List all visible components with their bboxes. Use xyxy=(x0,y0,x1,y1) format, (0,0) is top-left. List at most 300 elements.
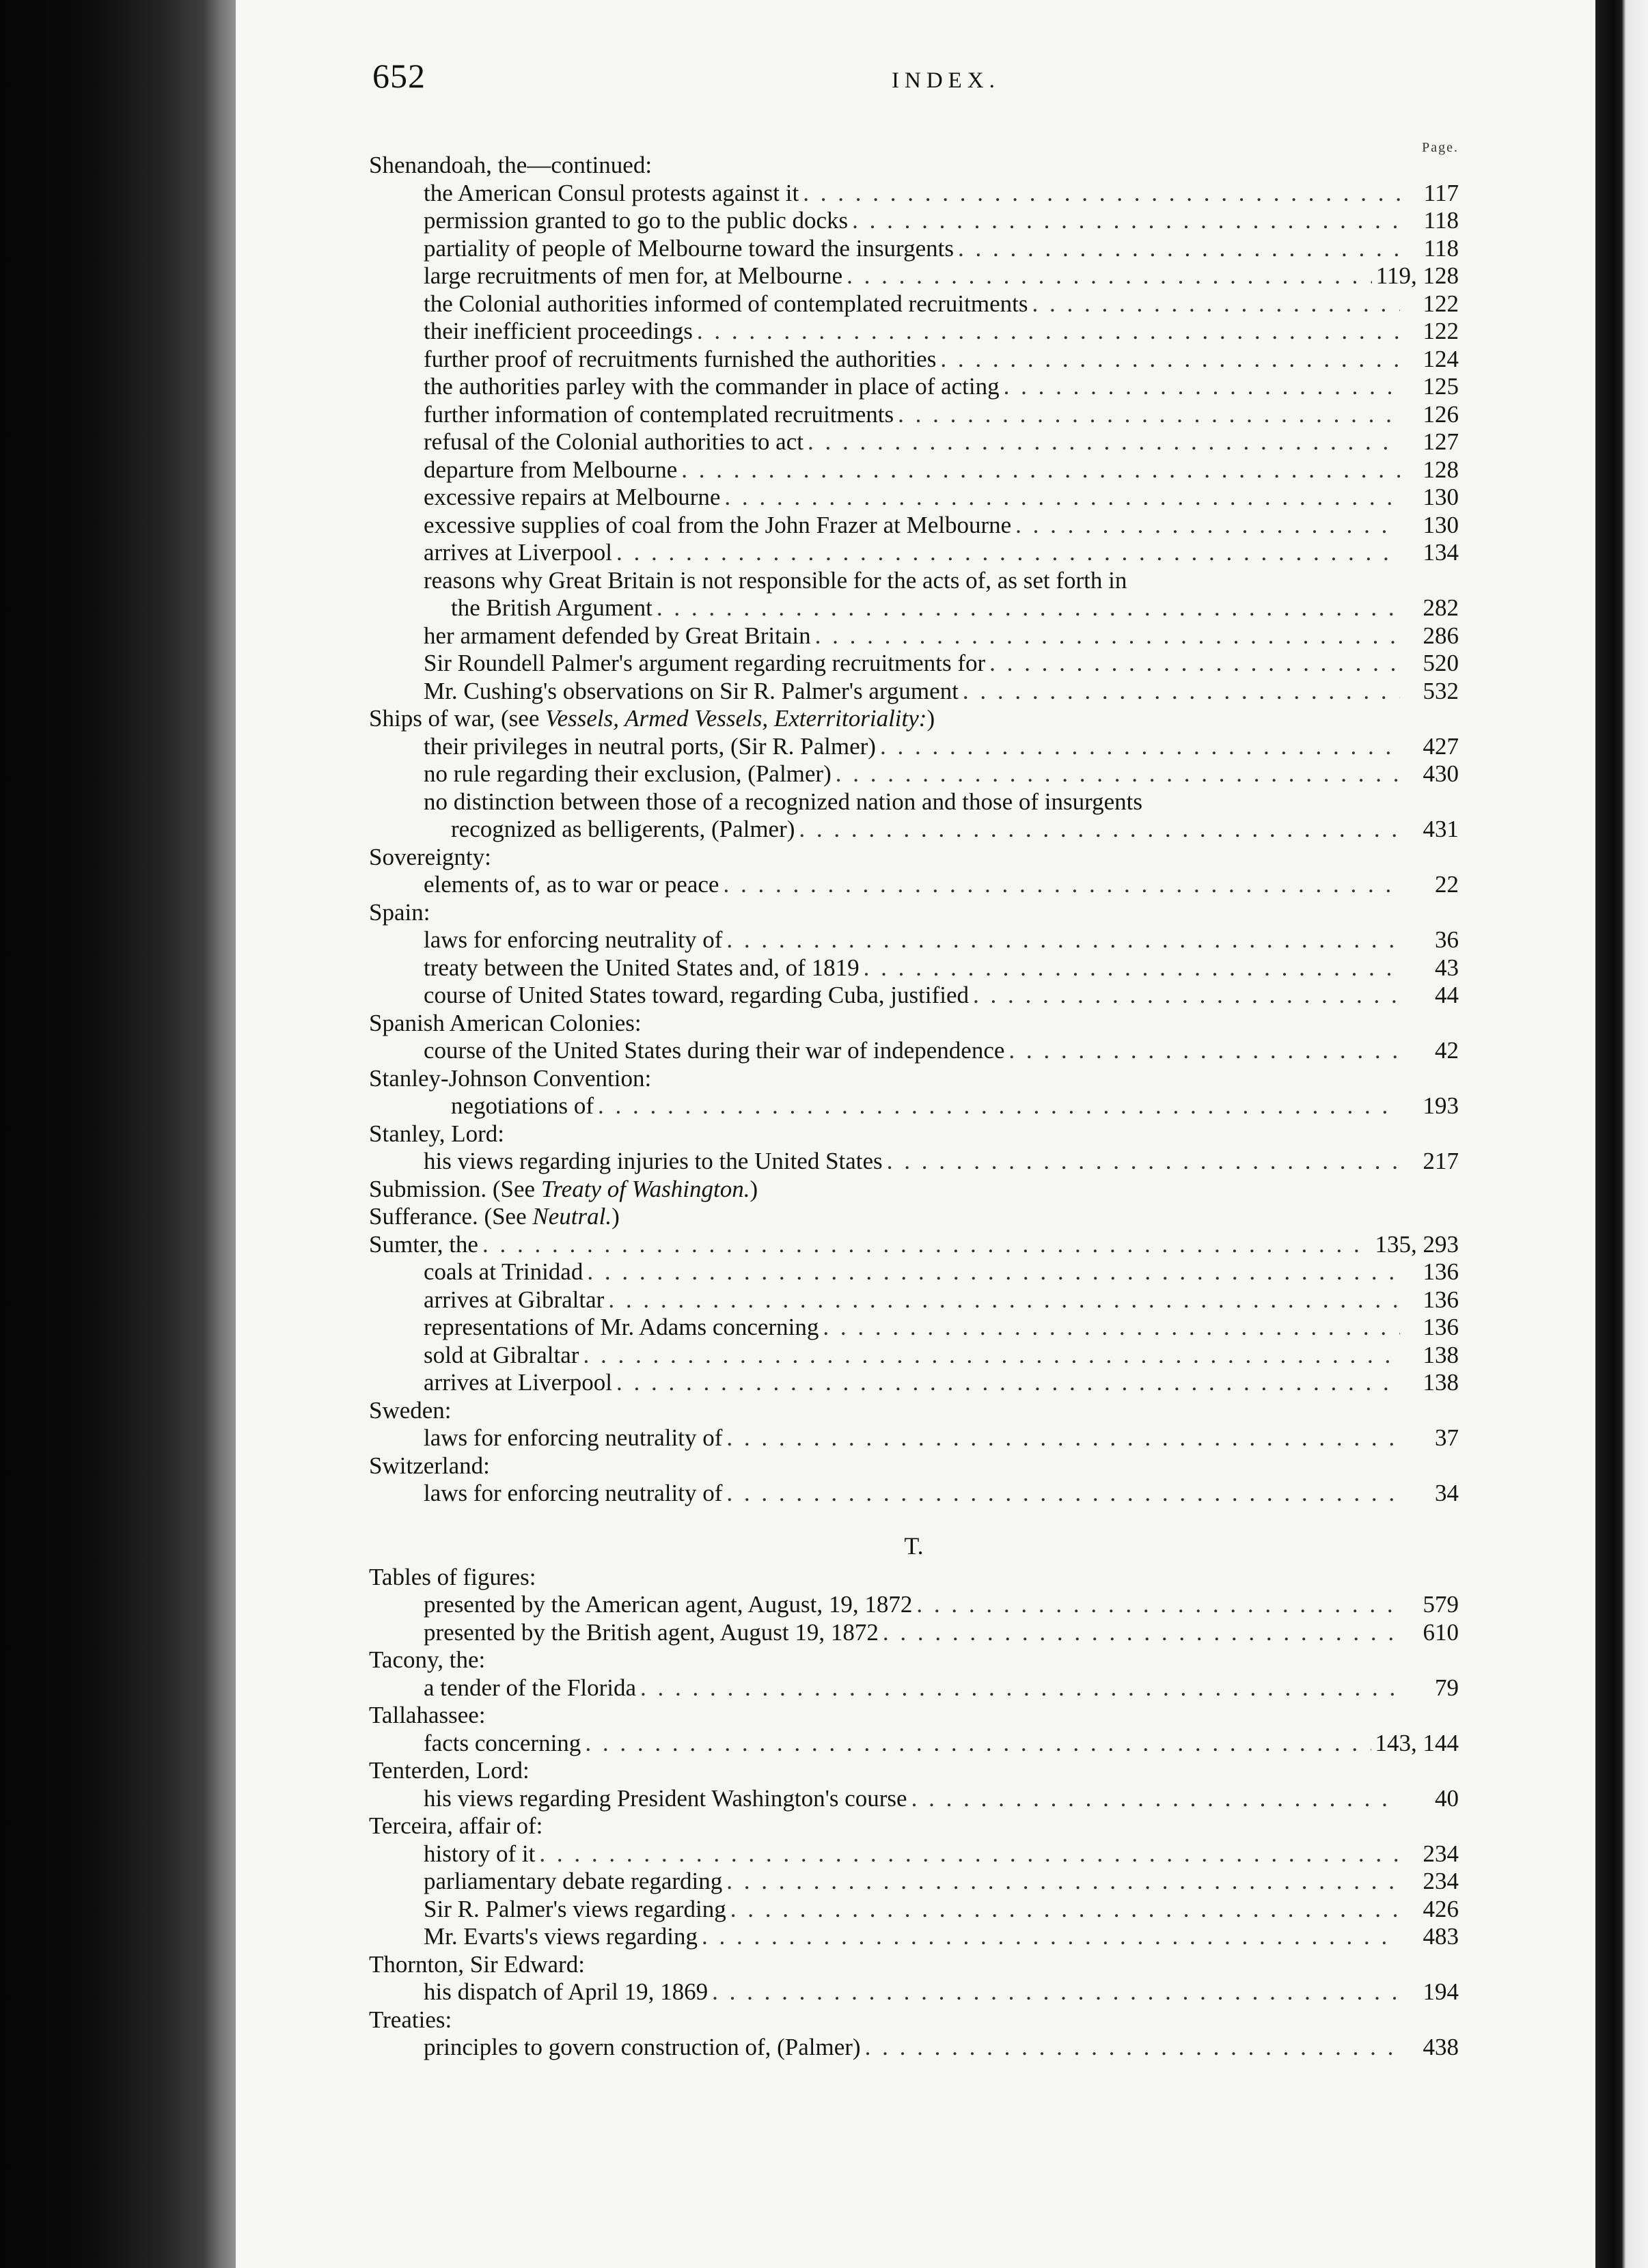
index-entry xyxy=(369,1424,1459,1452)
index-entry-heading: representations of Mr. Adams concerning xyxy=(424,1314,819,1340)
page-header xyxy=(236,0,1595,137)
index-entry-text xyxy=(424,1868,722,1896)
index-entry xyxy=(369,926,1459,954)
index-entry xyxy=(369,1037,1459,1065)
index-entry-text xyxy=(424,954,860,982)
index-entry-heading: his views regarding injuries to the United States xyxy=(424,1148,883,1174)
index-entry-heading: Sovereignty: xyxy=(369,843,491,870)
index-entry-text xyxy=(451,816,795,844)
index-entry-heading: Spanish American Colonies: xyxy=(369,1009,642,1036)
index-page-ref: 118 xyxy=(1423,207,1459,234)
index-entry-text xyxy=(369,1231,478,1259)
dot-leader xyxy=(836,760,1400,788)
dot-leader xyxy=(616,539,1400,567)
dot-leader xyxy=(726,926,1400,954)
index-entry-text xyxy=(424,428,804,456)
index-entry-heading: parliamentary debate regarding xyxy=(424,1868,723,1894)
dot-leader xyxy=(640,1674,1400,1702)
index-entry-heading: Mr. Cushing's observations on Sir R. Palmer's argument xyxy=(424,677,959,704)
dot-leader xyxy=(865,2034,1400,2062)
index-entry xyxy=(369,899,1459,927)
index-page-ref: 193 xyxy=(1423,1092,1459,1119)
index-page-ref: 34 xyxy=(1435,1480,1459,1506)
index-entry-heading: their inefficient proceedings xyxy=(424,318,693,344)
dot-leader xyxy=(608,1286,1400,1314)
dot-leader xyxy=(723,871,1400,899)
index-entry-text xyxy=(424,650,985,678)
dot-leader xyxy=(583,1342,1400,1370)
index-page-ref: 282 xyxy=(1423,594,1459,621)
index-entry xyxy=(369,1757,1459,1785)
index-entry xyxy=(369,705,1459,733)
index-entry-text xyxy=(424,1037,1004,1065)
page-number: 652 xyxy=(372,57,426,95)
index-entry xyxy=(369,1092,1459,1120)
index-page-ref: 122 xyxy=(1423,290,1459,317)
index-entry-heading: excessive supplies of coal from the John Frazer at Melbourne xyxy=(424,511,1012,538)
index-entry xyxy=(369,1978,1459,2006)
index-page-ref: 532 xyxy=(1423,677,1459,704)
dot-leader xyxy=(1032,290,1400,318)
index-entry-heading: a tender of the Florida xyxy=(424,1674,637,1701)
dot-leader xyxy=(989,650,1400,678)
index-entry-heading: Thornton, Sir Edward: xyxy=(369,1950,585,1978)
index-entry xyxy=(369,1646,1459,1674)
index-page-ref: 122 xyxy=(1423,318,1459,344)
index-entry xyxy=(369,235,1459,263)
dot-leader xyxy=(823,1314,1400,1342)
dot-leader xyxy=(916,1591,1400,1619)
index-page-ref: 426 xyxy=(1423,1895,1459,1922)
index-entry-heading: Tables of figures: xyxy=(369,1563,536,1590)
dot-leader xyxy=(887,1148,1400,1176)
index-page-ref: 136 xyxy=(1423,1286,1459,1313)
index-page-ref: 143, 144 xyxy=(1375,1729,1459,1756)
section-heading xyxy=(369,1528,1459,1564)
index-entry-text xyxy=(369,899,430,927)
index-entry-text xyxy=(424,484,720,512)
index-entry-heading: Sweden: xyxy=(369,1396,452,1424)
index-entry-heading: Tallahassee: xyxy=(369,1702,486,1728)
index-entry-heading: coals at Trinidad xyxy=(424,1258,583,1285)
index-entry-heading: no rule regarding their exclusion, (Palmer) xyxy=(424,760,832,787)
index-cross-reference: Treaty of Washington. xyxy=(540,1175,750,1202)
index-entry-heading: recognized as belligerents, (Palmer) xyxy=(451,816,795,842)
index-entry-text xyxy=(369,1951,585,1979)
index-page-ref: 234 xyxy=(1423,1840,1459,1867)
index-entry-text xyxy=(369,1702,486,1730)
index-entry-text xyxy=(424,871,719,899)
index-entry-text xyxy=(424,788,1142,816)
index-entry-heading: Sumter, the xyxy=(369,1230,478,1258)
index-entry-text xyxy=(369,2006,452,2034)
index-entry-heading: his views regarding President Washington's course xyxy=(424,1784,907,1812)
index-entry xyxy=(369,871,1459,899)
index-entry-heading: laws for enforcing neutrality of xyxy=(424,1480,723,1506)
index-entry-text xyxy=(424,456,677,484)
index-entry xyxy=(369,788,1459,816)
index-entry-heading: Spain: xyxy=(369,898,430,926)
index-page-ref: 520 xyxy=(1423,650,1459,676)
index-entry xyxy=(369,594,1459,622)
index-entry-text xyxy=(424,262,842,290)
index-entry xyxy=(369,484,1459,512)
index-entry-heading: Treaties: xyxy=(369,2006,452,2033)
dot-leader xyxy=(958,235,1400,263)
index-entry xyxy=(369,539,1459,567)
page-column-label: Page. xyxy=(1422,140,1459,155)
index-entry xyxy=(369,733,1459,761)
dot-leader xyxy=(539,1840,1400,1868)
index-page-ref: 430 xyxy=(1423,760,1459,787)
index-entry-heading: Sufferance. (See xyxy=(369,1203,533,1230)
index-entry-closing: ) xyxy=(926,705,935,732)
index-entry xyxy=(369,1148,1459,1176)
index-entry-heading: elements of, as to war or peace xyxy=(424,871,719,898)
index-entry-text xyxy=(451,1092,594,1120)
index-entry xyxy=(369,456,1459,484)
index-entry xyxy=(369,1120,1459,1148)
index-entry-heading: Mr. Evarts's views regarding xyxy=(424,1923,698,1950)
index-entry-text xyxy=(424,2034,861,2062)
dot-leader xyxy=(852,207,1400,235)
index-entry-text xyxy=(424,733,876,761)
index-entry-text xyxy=(424,567,1127,595)
index-entry-heading: excessive repairs at Melbourne xyxy=(424,484,721,510)
index-entry-text xyxy=(424,1286,604,1314)
index-entry-text xyxy=(424,318,693,346)
index-entry-text xyxy=(369,1812,543,1840)
index-entry xyxy=(369,567,1459,595)
index-entry-text xyxy=(424,1978,708,2006)
index-entry-heading: departure from Melbourne xyxy=(424,456,678,483)
dot-leader xyxy=(1004,373,1400,401)
index-entry xyxy=(369,1176,1459,1204)
dot-leader xyxy=(726,1868,1400,1896)
index-entry-heading: arrives at Liverpool xyxy=(424,539,613,566)
index-entry xyxy=(369,1868,1459,1896)
index-entry-text xyxy=(424,1369,612,1397)
dot-leader xyxy=(730,1896,1400,1924)
dot-leader xyxy=(681,456,1400,484)
index-entry-heading: no distinction between those of a recognized nation and those of insurgents xyxy=(424,788,1143,815)
index-page-ref: 217 xyxy=(1423,1148,1459,1174)
index-entry-heading: course of the United States during their war of independence xyxy=(424,1037,1005,1064)
index-page-ref: 40 xyxy=(1435,1784,1459,1812)
dot-leader xyxy=(616,1369,1400,1397)
index-entry-text xyxy=(369,1452,490,1480)
dot-leader xyxy=(847,262,1372,290)
index-entry-text xyxy=(424,346,936,374)
dot-leader xyxy=(1015,512,1400,540)
index-entry-text xyxy=(451,594,653,622)
index-entry-heading: presented by the British agent, August 19, 1872 xyxy=(424,1618,879,1646)
index-entry-heading: the American Consul protests against it xyxy=(424,179,799,206)
dot-leader xyxy=(724,484,1400,512)
index-entry-text xyxy=(424,1896,726,1924)
index-entry-text xyxy=(424,678,959,706)
index-entry xyxy=(369,1286,1459,1314)
index-page-ref: 130 xyxy=(1423,484,1459,510)
index-page-ref: 427 xyxy=(1423,732,1459,760)
index-entry xyxy=(369,346,1459,374)
index-entry-closing: ) xyxy=(612,1203,620,1230)
dot-leader xyxy=(1008,1037,1400,1065)
index-entry-text xyxy=(424,512,1011,540)
index-entry xyxy=(369,1812,1459,1840)
index-entry-heading: laws for enforcing neutrality of xyxy=(424,926,723,953)
index-entry-text xyxy=(424,1314,819,1342)
index-entry xyxy=(369,622,1459,650)
index-entry xyxy=(369,318,1459,346)
index-entry-text xyxy=(424,1785,907,1813)
index-entry-text xyxy=(424,622,811,650)
dot-leader xyxy=(702,1923,1400,1951)
dot-leader xyxy=(726,1480,1400,1508)
index-page-ref: 119, 128 xyxy=(1375,262,1459,289)
index-entry-heading: Terceira, affair of: xyxy=(369,1812,543,1839)
index-entry xyxy=(369,1591,1459,1619)
index-entry-text xyxy=(369,1564,536,1592)
index-entry xyxy=(369,1619,1459,1647)
index-entry xyxy=(369,844,1459,872)
index-entry-heading: her armament defended by Great Britain xyxy=(424,622,811,649)
index-entry-text xyxy=(424,290,1028,318)
index-entry-heading: treaty between the United States and, of 1819 xyxy=(424,954,860,981)
index-entry xyxy=(369,2006,1459,2034)
index-entry-heading: course of United States toward, regarding Cuba, justified xyxy=(424,982,969,1008)
index-entry-text xyxy=(424,1258,583,1286)
index-entry-text xyxy=(424,1148,883,1176)
book-left-edge xyxy=(0,0,225,2268)
index-entry-text xyxy=(424,760,832,788)
index-entry xyxy=(369,2034,1459,2062)
index-entry-heading: Stanley, Lord: xyxy=(369,1120,504,1147)
dot-leader xyxy=(697,318,1400,346)
index-entry-heading: further proof of recruitments furnished the authorities xyxy=(424,345,937,372)
index-entry-text xyxy=(369,1646,485,1674)
index-entry-text xyxy=(424,982,969,1010)
index-cross-reference: Neutral. xyxy=(532,1203,612,1230)
index-entry-heading: presented by the American agent, August, 19, 1872 xyxy=(424,1591,913,1618)
index-entry-text xyxy=(369,1397,452,1425)
index-entry xyxy=(369,1203,1459,1231)
index-entry-text xyxy=(369,1065,651,1093)
index-page-ref: 124 xyxy=(1423,345,1459,372)
index-page-ref: 42 xyxy=(1435,1037,1459,1064)
index-entry-heading: arrives at Liverpool xyxy=(424,1369,613,1396)
index-entry-heading: laws for enforcing neutrality of xyxy=(424,1424,723,1451)
index-entry xyxy=(369,1702,1459,1730)
index-entry-heading: Sir Roundell Palmer's argument regarding recruitments for xyxy=(424,650,986,676)
index-page-ref: 138 xyxy=(1423,1369,1459,1396)
index-entry xyxy=(369,1785,1459,1813)
index-page-ref: 286 xyxy=(1423,622,1459,649)
index-entry xyxy=(369,1397,1459,1425)
index-entry-text xyxy=(424,1342,579,1370)
index-entry xyxy=(369,401,1459,429)
index-entry xyxy=(369,1674,1459,1702)
index-entry xyxy=(369,982,1459,1010)
index-entry-heading: negotiations of xyxy=(451,1092,594,1119)
index-entry-heading: Shenandoah, the—continued: xyxy=(369,152,653,178)
dot-leader xyxy=(712,1978,1400,2006)
index-entry-closing: ) xyxy=(750,1175,758,1202)
index-entry-text xyxy=(424,1840,535,1868)
index-entry-text xyxy=(369,1203,620,1231)
dot-leader xyxy=(880,733,1400,761)
index-entry-text xyxy=(369,844,491,872)
index-page-ref: 128 xyxy=(1423,456,1459,483)
index-entry-heading: facts concerning xyxy=(424,1729,581,1756)
index-page-ref: 22 xyxy=(1435,871,1459,898)
index-entry xyxy=(369,290,1459,318)
index-entry-text xyxy=(424,1923,698,1951)
index-entry xyxy=(369,954,1459,982)
index-entry-heading: Tenterden, Lord: xyxy=(369,1757,530,1784)
dot-leader xyxy=(799,816,1400,844)
index-entry-text xyxy=(424,207,848,235)
index-entry-heading: the Colonial authorities informed of contemplated recruitments xyxy=(424,290,1028,317)
index-entry xyxy=(369,262,1459,290)
book-binding xyxy=(205,0,239,2268)
index-entry xyxy=(369,1010,1459,1038)
index-entry xyxy=(369,1951,1459,1979)
dot-leader xyxy=(815,622,1400,650)
index-entry-text xyxy=(424,1424,722,1452)
index-entry-heading: their privileges in neutral ports, (Sir R. Palmer) xyxy=(424,732,876,760)
index-entry-text xyxy=(424,235,954,263)
index-entry-text xyxy=(369,1757,530,1785)
index-entry-text xyxy=(424,926,722,954)
index-entry xyxy=(369,1896,1459,1924)
index-entry-text xyxy=(424,1674,636,1702)
dot-leader xyxy=(973,982,1400,1010)
index-entry-heading: Submission. (See xyxy=(369,1175,541,1202)
index-page-ref: 136 xyxy=(1423,1314,1459,1340)
index-page-ref: 483 xyxy=(1423,1923,1459,1950)
dot-leader xyxy=(482,1231,1371,1259)
dot-leader xyxy=(963,678,1400,706)
index-entry-heading: the authorities parley with the commander in place of acting xyxy=(424,373,1000,400)
index-entry xyxy=(369,1342,1459,1370)
index-page-ref: 117 xyxy=(1423,179,1459,206)
index-entry-heading: Tacony, the: xyxy=(369,1646,486,1673)
index-entry xyxy=(369,1314,1459,1342)
index-entry xyxy=(369,512,1459,540)
index-entry xyxy=(369,207,1459,235)
index-page-ref: 126 xyxy=(1423,400,1459,428)
index-entry xyxy=(369,180,1459,208)
dot-leader xyxy=(883,1619,1400,1647)
index-entry xyxy=(369,760,1459,788)
index-entry xyxy=(369,1369,1459,1397)
index-entry xyxy=(369,1258,1459,1286)
index-entry xyxy=(369,1923,1459,1951)
dot-leader xyxy=(585,1730,1371,1758)
index-entry xyxy=(369,816,1459,844)
index-entry-heading: history of it xyxy=(424,1840,536,1867)
index-page-ref: 36 xyxy=(1435,926,1459,953)
index-entry-text xyxy=(369,1120,504,1148)
index-page-ref: 44 xyxy=(1435,982,1459,1008)
index-page-ref: 130 xyxy=(1423,511,1459,538)
index-entry xyxy=(369,152,1459,180)
index-page-ref: 431 xyxy=(1423,816,1459,842)
index-entry-heading: further information of contemplated recruitments xyxy=(424,400,894,428)
index-entry-heading: sold at Gibraltar xyxy=(424,1341,579,1368)
index-entry-heading: refusal of the Colonial authorities to act xyxy=(424,428,804,455)
index-page-ref: 134 xyxy=(1423,539,1459,566)
index-entry-heading: permission granted to go to the public docks xyxy=(424,207,849,234)
dot-leader xyxy=(808,428,1400,456)
index-page-ref: 438 xyxy=(1423,2034,1459,2060)
index-entry-text xyxy=(369,1010,642,1038)
index-entry-text xyxy=(424,373,1000,401)
index-entry-heading: reasons why Great Britain is not responsible for the acts of, as set forth in xyxy=(424,566,1127,594)
index-entry-text xyxy=(424,1480,722,1508)
index-cross-reference: Vessels, Armed Vessels, Exterritoriality: xyxy=(545,705,927,732)
index-entry-heading: principles to govern construction of, (Palmer) xyxy=(424,2034,861,2060)
book-right-edge xyxy=(1595,0,1648,2268)
index-entry-text xyxy=(424,539,612,567)
index-page-ref: 127 xyxy=(1423,428,1459,455)
dot-leader xyxy=(911,1785,1400,1813)
running-head: INDEX. xyxy=(892,68,1000,93)
index-entry-text xyxy=(369,1176,758,1204)
index-page-ref: 136 xyxy=(1423,1258,1459,1285)
index-entry-heading: the British Argument xyxy=(451,594,653,621)
index-entry-heading: Sir R. Palmer's views regarding xyxy=(424,1895,726,1922)
index-entry-heading: partiality of people of Melbourne toward the insurgents xyxy=(424,234,954,262)
index-entry xyxy=(369,1840,1459,1868)
index-entry xyxy=(369,650,1459,678)
dot-leader xyxy=(898,401,1400,429)
index-page-ref: 234 xyxy=(1423,1868,1459,1894)
index-page-ref: 138 xyxy=(1423,1341,1459,1368)
index-entry-heading: arrives at Gibraltar xyxy=(424,1286,605,1313)
index-page-ref: 43 xyxy=(1435,954,1459,981)
index-entry xyxy=(369,1231,1459,1259)
index-entry xyxy=(369,1564,1459,1592)
index-page-ref: 610 xyxy=(1423,1618,1459,1646)
index-page-ref: 125 xyxy=(1423,373,1459,400)
index-page-ref: 37 xyxy=(1435,1424,1459,1451)
index-entry xyxy=(369,373,1459,401)
dot-leader xyxy=(940,346,1400,374)
dot-leader xyxy=(657,594,1400,622)
index-page-ref: 135, 293 xyxy=(1375,1230,1459,1258)
index-entry-heading: his dispatch of April 19, 1869 xyxy=(424,1978,709,2005)
index-page-ref: 79 xyxy=(1435,1674,1459,1701)
index-page-ref: 118 xyxy=(1423,234,1459,262)
dot-leader xyxy=(864,954,1400,982)
index-entry xyxy=(369,1480,1459,1508)
dot-leader xyxy=(587,1258,1400,1286)
section-letter: T. xyxy=(904,1532,924,1560)
index-entry xyxy=(369,678,1459,706)
index-entry-heading: Ships of war, (see xyxy=(369,705,546,732)
index-entry-text xyxy=(424,1619,879,1647)
dot-leader xyxy=(726,1424,1400,1452)
index-entry-text xyxy=(424,1730,581,1758)
index-entry-text xyxy=(369,705,935,733)
index-entry xyxy=(369,1452,1459,1480)
index-entry-text xyxy=(424,401,894,429)
dot-leader xyxy=(803,180,1400,208)
index-entry-heading: Stanley-Johnson Convention: xyxy=(369,1064,652,1092)
index-list xyxy=(369,152,1459,2062)
